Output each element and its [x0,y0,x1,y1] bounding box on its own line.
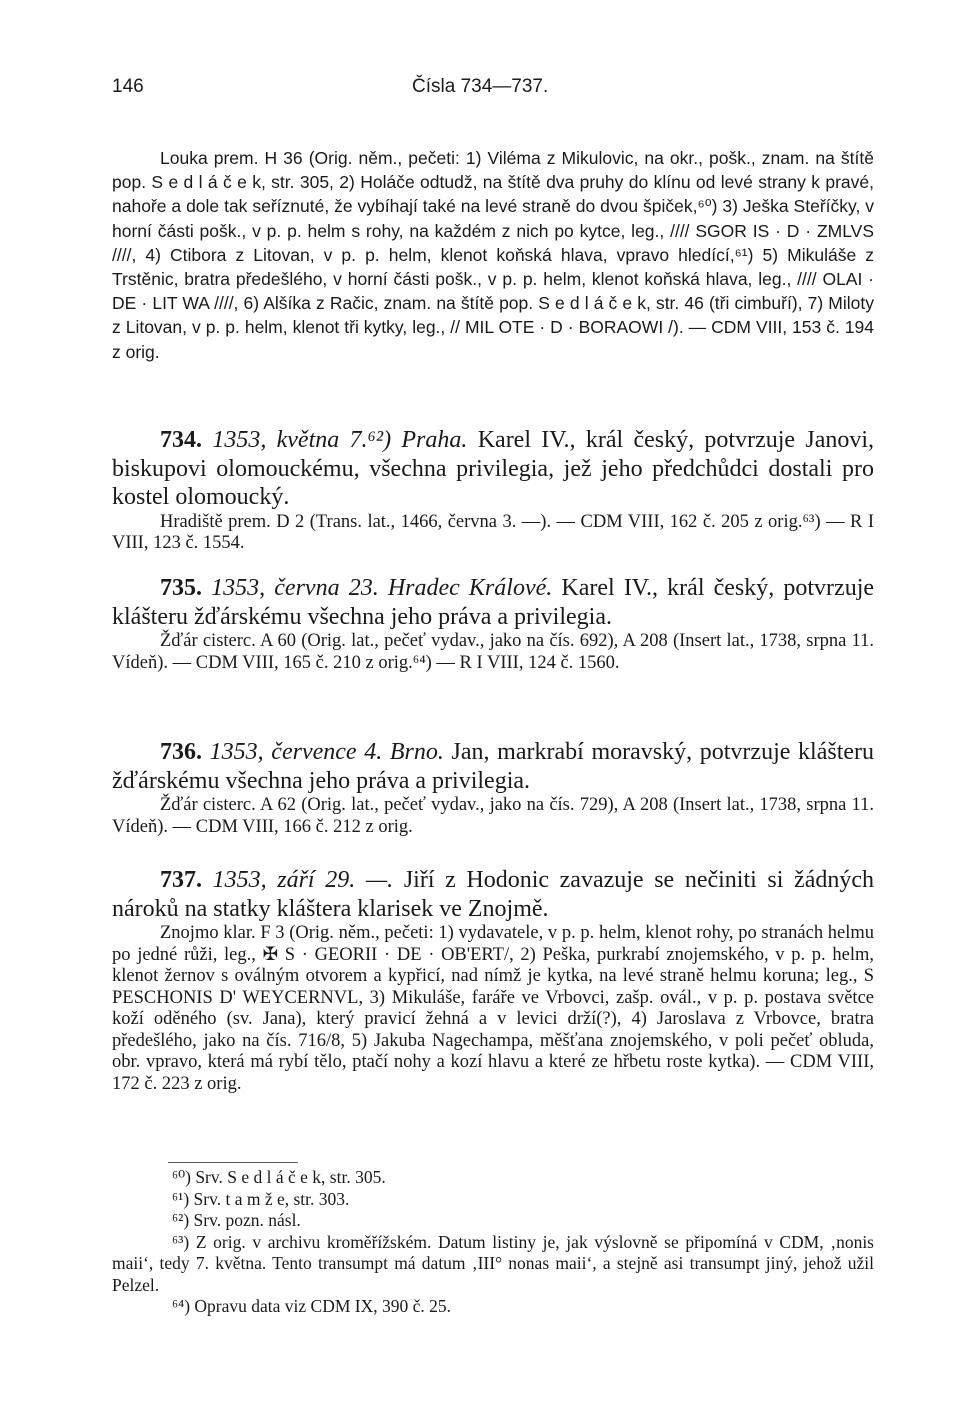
entry-heading [112,738,874,795]
entry-date: 1353, července 4. Brno. [209,739,444,765]
footnotes [112,1162,874,1318]
footnote-60: ⁶⁰) Srv. S e d l á č e k, str. 305. [172,1167,386,1187]
entry-text: Karel IV., král český, potvrzuje Janovi, biskupovi olomouckému, všechna privilegia, jež jeho předchůdci dostali pro kostel olomoucký. [112,427,875,510]
page-header [112,76,872,104]
entry-number: 737. [160,867,202,893]
footnote-64: ⁶⁴) Opravu data viz CDM IX, 390 č. 25. [172,1296,452,1316]
entry-text: Jiří z Hodonic zavazuje se nečiniti si žádných nároků na statky kláštera klarisek ve Znojmě. [112,867,875,922]
entry-source: Hradiště prem. D 2 (Trans. lat., 1466, června 3. —). — CDM VIII, 162 č. 205 z orig.⁶³) — R I VIII, 123 č. 1554. [112,511,874,553]
footnote-rule [168,1162,298,1163]
entry-734 [112,426,874,555]
entry-text: Karel IV., král český, potvrzuje klášteru žďárskému všechna jeho práva a privilegia. [112,575,875,630]
entry-number: 736. [160,739,202,765]
entry-heading [112,866,874,923]
entry-heading [112,426,874,512]
page-number: 146 [112,76,144,97]
entry-heading [112,574,874,631]
entry-date: 1353, června 23. Hradec Králové. [211,575,553,601]
running-head: Čísla 734—737. [412,76,549,97]
footnote-62: ⁶²) Srv. pozn. násl. [172,1210,301,1230]
entry-number: 734. [160,427,202,453]
entry-date: 1353, září 29. —. [212,867,394,893]
entry-source: Žďár cisterc. A 60 (Orig. lat., pečeť vydav., jako na čís. 692), A 208 (Insert lat., 1738, srpna 11. Vídeň). — CDM VIII, 165 č. 210 z orig.⁶⁴) — R I VIII, 124 č. 1560. [112,631,874,673]
entry-number: 735. [160,575,202,601]
entry-source: Žďár cisterc. A 62 (Orig. lat., pečeť vydav., jako na čís. 729), A 208 (Insert lat., 1738, srpna 11. Vídeň). — CDM VIII, 166 č. 212 z orig. [112,795,874,837]
entry-source: Znojmo klar. F 3 (Orig. něm., pečeti: 1) vydavatele, v p. p. helm, klenot rohy, po stranách helmu po jedné růži, leg., ✠ S · GEORII · DE · OB'ERT/, 2) Peška, purkrabí znojemského, v p. p. helm, klenot žernov s oválným otvorem a kypřicí, nad nímž je kytka, na levé straně helmu koruna; leg., S PESCHONIS D' WEYCERNVL, 3) Mikuláše, faráře ve Vrbovci, zašp. ovál., v p. p. postava světce koží oděného (sv. Jana), který pravicí žehná a v levici drží(?), 4) Jaroslava z Vrbovce, bratra předešlého, jako na čís. 716/8, 5) Jakuba Nagechampa, měšťana znojemského, v poli pečeť obluda, obr. vpravo, která má rybí tělo, ptačí nohy a kozí hlavu a které ze hřbetu roste kytka). — CDM VIII, 172 č. 223 z orig. [112,923,874,1094]
footnote-61: ⁶¹) Srv. t a m ž e, str. 303. [172,1188,350,1209]
entry-date: 1353, května 7.⁶²) Praha. [212,427,468,453]
entry-text: Jan, markrabí moravský, potvrzuje klášteru žďárskému všechna jeho práva a privilegia. [112,739,875,794]
entry-737 [112,866,874,1095]
intro-paragraph: Louka prem. H 36 (Orig. něm., pečeti: 1) Viléma z Mikulovic, na okr., pošk., znam. na štítě pop. S e d l á č e k, str. 305, 2) Holáče odtudž, na štítě dva pruhy do klínu od levé strany k pravé, nahoře a dole tak seříznuté, že vybíhají také na levé straně do dvou špiček,⁶⁰) 3) Ješka Steříčky, v horní části pošk., v p. p. helm s rohy, na každém z nich po kytce, leg., //// SGOR IS · D · ZMLVS ////, 4) Ctibora z Litovan, v p. p. helm, klenot koňská hlava, vpravo hledící,⁶¹) 5) Mikuláše z Trstěnic, bratra předešlého, v horní části pošk., v p. p. helm, klenot koňská hlava, leg., //// OLAI · DE · LIT WA ////, 6) Alšíka z Račic, znam. na štítě pop. S e d l á č e k, str. 46 (tři cimbuří), 7) Miloty z Litovan, v p. p. helm, klenot tři kytky, leg., // MIL OTE · D · BORAOWI /). — CDM VIII, 153 č. 194 z orig. [112,148,874,362]
footnote-63: ⁶³) Z orig. v archivu kroměřížském. Datum listiny je, jak výslovně se připomíná v CDM, ‚nonis maii‘, tedy 7. května. Tento transumpt má datum ‚III° nonas maii‘, a stejně asi transumpt jiný, jehož užil Pelzel. [112,1231,874,1295]
entry-736 [112,738,874,838]
entry-735 [112,574,874,674]
